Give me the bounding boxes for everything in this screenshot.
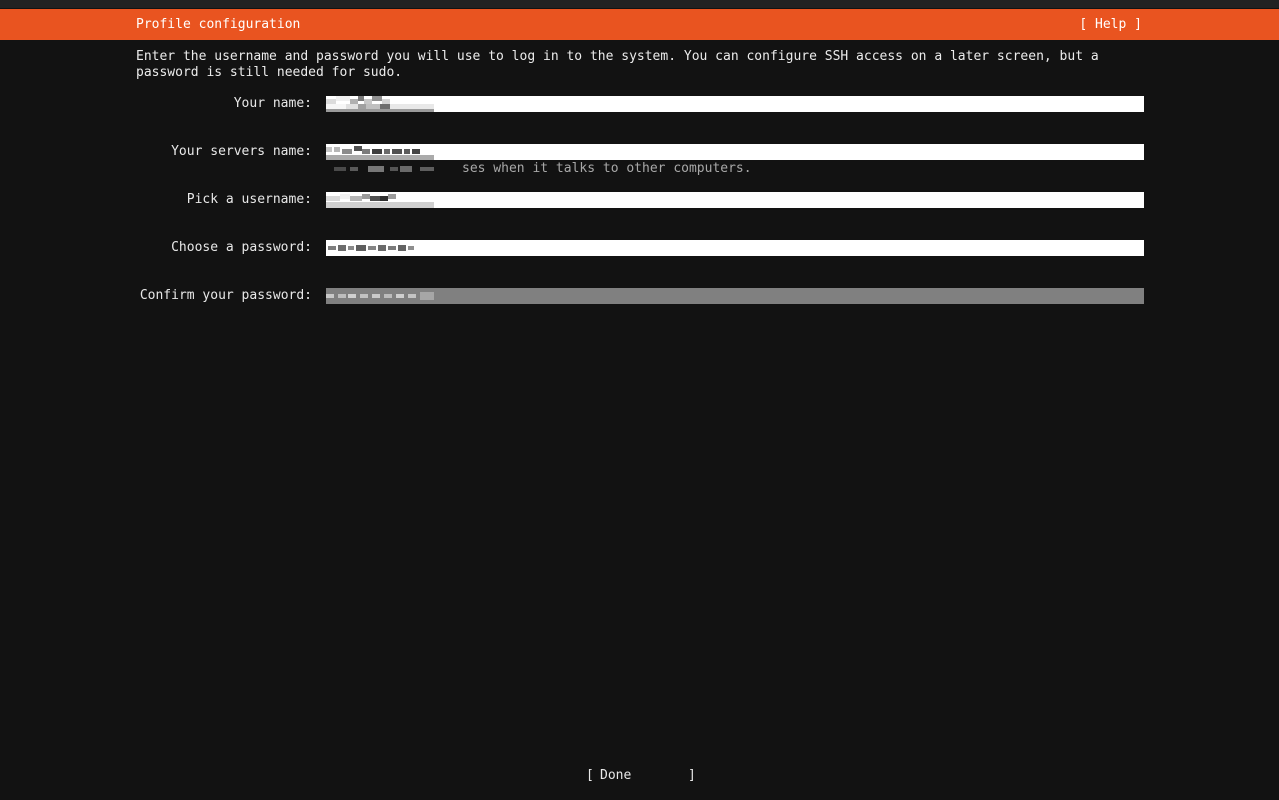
done-bracket-close: ] bbox=[688, 768, 696, 783]
password-field[interactable] bbox=[326, 240, 1144, 256]
caption-text: ses when it talks to other computers. bbox=[462, 161, 752, 176]
intro-text: Enter the username and password you will use to log in to the system. You can configure SSH access on a later screen, but a password is still needed for sudo. bbox=[136, 49, 1099, 80]
help-button[interactable]: [ Help ] bbox=[1079, 17, 1142, 32]
header-bar bbox=[0, 9, 1279, 40]
done-bracket-open: [ bbox=[586, 768, 594, 783]
username-label: Pick a username: bbox=[186, 192, 312, 207]
redacted-value bbox=[326, 192, 434, 208]
username-field[interactable] bbox=[326, 192, 1144, 208]
top-strip bbox=[0, 0, 1279, 8]
page-title: Profile configuration bbox=[136, 17, 301, 32]
servers-name-label: Your servers name: bbox=[171, 144, 312, 159]
your-name-label: Your name: bbox=[233, 96, 312, 111]
redacted-value bbox=[326, 144, 434, 160]
confirm-password-label: Confirm your password: bbox=[139, 288, 312, 303]
done-label: Done bbox=[600, 768, 632, 783]
redacted-caption-start bbox=[334, 164, 462, 174]
servers-name-field[interactable] bbox=[326, 144, 1144, 160]
confirm-password-field[interactable] bbox=[326, 288, 1144, 304]
redacted-value bbox=[326, 240, 434, 256]
password-label: Choose a password: bbox=[171, 240, 312, 255]
redacted-value bbox=[326, 288, 434, 304]
redacted-value bbox=[326, 96, 434, 112]
servers-name-caption bbox=[334, 161, 752, 177]
your-name-field[interactable] bbox=[326, 96, 1144, 112]
